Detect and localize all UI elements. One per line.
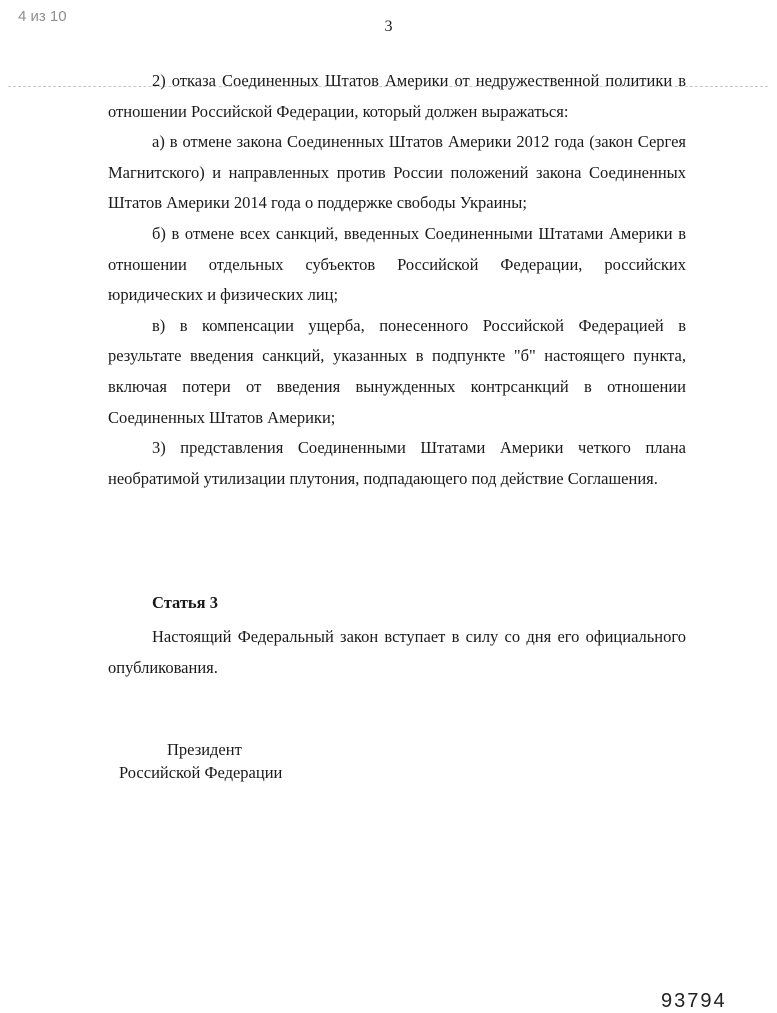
- paragraph-item-2: 2) отказа Соединенных Штатов Америки от недружественной политики в отношении Российской Федерации, который должен выражаться:: [108, 71, 686, 121]
- document-body: [108, 66, 686, 494]
- paragraph-subitem-a: а) в отмене закона Соединенных Штатов Америки 2012 года (закон Сергея Магнитского) и направленных против России положений закона Соединенных Штатов Америки 2014 года о поддержке свободы Украины;: [108, 132, 686, 213]
- article-heading: Статья 3: [152, 593, 218, 612]
- signature-title: Президент: [167, 740, 242, 759]
- article-text: Настоящий Федеральный закон вступает в силу со дня его официального опубликования.: [108, 627, 686, 677]
- paragraph-subitem-v: в) в компенсации ущерба, понесенного Российской Федерацией в результате введения санкций, указанных в подпункте "б" настоящего пункта, включая потери от введения вынужденных контрсанкций в отношении Соединенных Штатов Америки;: [108, 315, 686, 427]
- paragraph-subitem-b: б) в отмене всех санкций, введенных Соединенными Штатами Америки в отношении отдельных субъектов Российской Федерации, российских юридических и физических лиц;: [108, 223, 686, 305]
- page-counter: 4 из 10: [18, 8, 67, 25]
- page-number: 3: [384, 18, 393, 35]
- paragraph-item-3: 3) представления Соединенными Штатами Америки четкого плана необратимой утилизации плутония, подпадающего под действие Соглашения.: [108, 438, 686, 488]
- signature-org: Российской Федерации: [119, 763, 283, 782]
- registration-stamp: 93794: [661, 990, 727, 1012]
